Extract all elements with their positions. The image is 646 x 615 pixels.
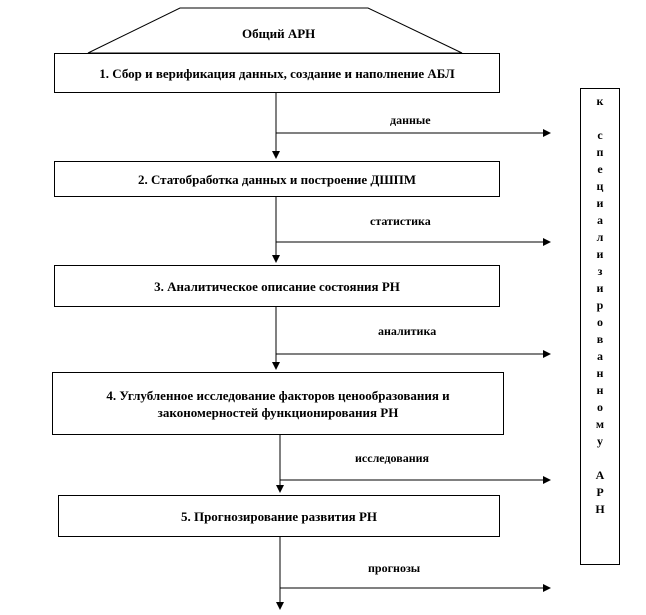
side-letter: и [596,281,604,295]
step-label-1: 1. Сбор и верификация данных, создание и наполнение АБЛ [99,65,455,81]
side-letter: м [595,417,605,431]
side-letter: н [596,383,604,397]
side-letter: е [597,162,603,176]
side-letter: о [597,315,603,329]
side-letter: п [596,145,604,159]
side-letter: з [597,264,603,278]
step-box-2 [54,161,500,197]
output-label-statistics: статистика [370,214,431,228]
header-title: Общий АРН [242,26,316,41]
step-box-1 [54,53,500,93]
output-label-forecasts: прогнозы [368,561,421,575]
side-letter: р [596,298,604,312]
side-letter: в [596,332,604,346]
output-label-data: данные [390,113,431,127]
side-letter: с [597,128,603,142]
side-letter: А [595,468,605,482]
step-box-5 [58,495,500,537]
side-letter: к [596,94,604,108]
side-letter: а [597,349,603,363]
side-letter: Н [595,502,605,516]
side-letter: и [596,247,604,261]
specialized-arn-text [581,93,619,518]
step-label-5: 5. Прогнозирование развития РН [180,508,378,524]
side-letter: у [597,434,603,448]
step-box-4 [52,372,504,435]
step-label-3: 3. Аналитическое описание состояния РН [154,278,400,294]
side-letter: Р [596,485,604,499]
side-letter: н [596,366,604,380]
side-letter: и [596,196,604,210]
output-label-analytics: аналитика [378,324,437,338]
step-box-3 [54,265,500,307]
side-letter: о [597,400,603,414]
step-label-2: 2. Статобработка данных и построение ДШПМ [137,171,417,187]
specialized-arn-box [580,88,620,565]
side-letter: а [597,213,603,227]
output-label-research: исследования [355,451,430,465]
side-letter: ц [596,179,604,193]
side-letter: л [596,230,604,244]
step-label-4: 4. Углубленное исследование факторов ценообразования и закономерностей функционирования РН [106,387,450,420]
